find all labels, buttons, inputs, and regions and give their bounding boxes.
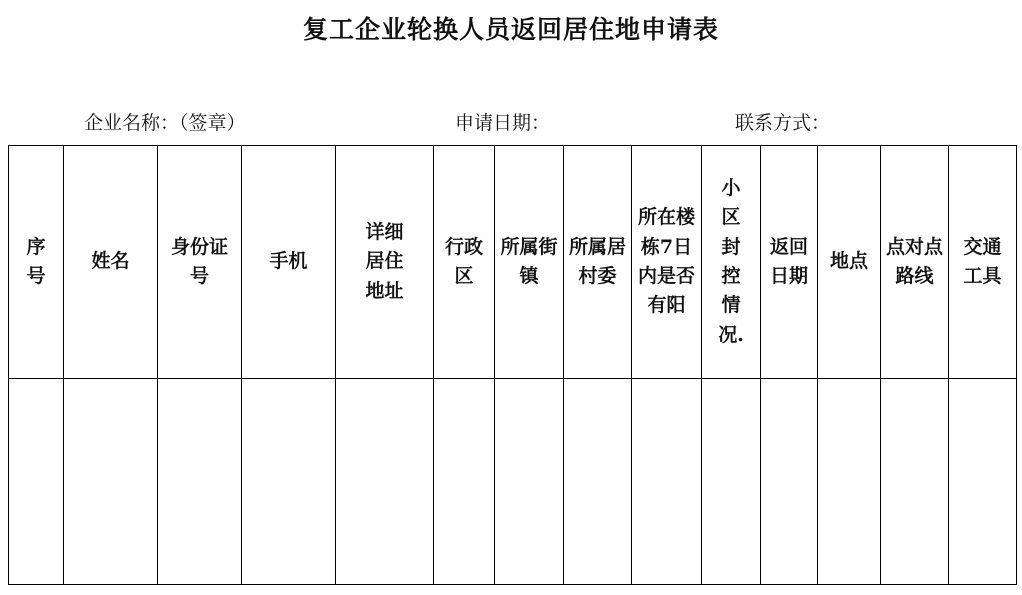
input-cell-lockdown[interactable] <box>702 379 761 585</box>
header-location <box>818 146 881 379</box>
header-community-lockdown <box>702 146 761 379</box>
company-name-label: 企业名称：（签章） <box>84 112 246 134</box>
header-return-date <box>761 146 818 379</box>
header-line: 所属街 <box>500 235 558 258</box>
application-table <box>8 145 1017 585</box>
header-line: 内是否 <box>637 265 695 287</box>
input-cell-building[interactable] <box>632 379 702 585</box>
input-cell-district[interactable] <box>434 379 495 585</box>
header-line: 序 <box>26 235 46 258</box>
form-title: 复工企业轮换人员返回居住地申请表 <box>302 15 719 44</box>
header-line: 有阳 <box>647 294 686 317</box>
input-cell-street[interactable] <box>495 379 564 585</box>
header-mobile <box>242 146 336 379</box>
header-name <box>64 146 158 379</box>
application-date-label: 申请日期： <box>455 112 551 134</box>
header-line: 交通 <box>963 235 1002 258</box>
header-route <box>881 146 949 379</box>
header-line: 手机 <box>269 250 308 273</box>
input-cell-mobile[interactable] <box>242 379 336 585</box>
header-line: 号 <box>26 265 46 287</box>
header-line: 日期 <box>769 265 808 287</box>
header-line: 地址 <box>365 279 404 302</box>
contact-info-label: 联系方式： <box>735 112 831 134</box>
input-cell-address[interactable] <box>336 379 434 585</box>
input-cell-transport[interactable] <box>949 379 1017 585</box>
header-line: 情 <box>721 294 741 317</box>
header-line: 控 <box>721 265 741 287</box>
header-line: 居住 <box>365 250 404 273</box>
header-building-positive <box>632 146 702 379</box>
input-cell-id[interactable] <box>158 379 242 585</box>
header-line: 封 <box>721 235 741 258</box>
input-cell-name[interactable] <box>64 379 158 585</box>
header-line: 镇 <box>519 265 539 287</box>
header-line: 身份证 <box>170 235 228 258</box>
header-line: 所属居 <box>568 235 626 258</box>
header-line: 姓名 <box>91 250 130 273</box>
input-cell-route[interactable] <box>881 379 949 585</box>
input-cell-village[interactable] <box>564 379 632 585</box>
header-address <box>336 146 434 379</box>
header-village-committee <box>564 146 632 379</box>
header-line: 况. <box>718 323 744 346</box>
header-id-number <box>158 146 242 379</box>
header-line: 路线 <box>895 265 934 287</box>
header-line: 工具 <box>963 265 1002 287</box>
header-serial-number <box>9 146 64 379</box>
input-cell-return-date[interactable] <box>761 379 818 585</box>
header-transport <box>949 146 1017 379</box>
header-line: 详细 <box>365 220 404 243</box>
header-line: 地点 <box>829 250 868 273</box>
header-line: 区 <box>454 265 474 287</box>
header-row <box>9 146 1017 379</box>
input-cell-serial[interactable] <box>9 379 64 585</box>
input-cell-location[interactable] <box>818 379 881 585</box>
header-district <box>434 146 495 379</box>
header-line: 返回 <box>769 235 808 258</box>
table-row <box>9 379 1017 585</box>
header-line: 所在楼 <box>637 206 695 229</box>
header-line: 栋7日 <box>640 235 693 258</box>
header-line: 区 <box>721 206 741 229</box>
header-line: 小 <box>721 176 741 199</box>
header-line: 号 <box>189 265 209 287</box>
header-line: 点对点 <box>885 235 943 258</box>
header-line: 行政 <box>444 235 483 258</box>
header-line: 村委 <box>578 265 617 287</box>
header-street <box>495 146 564 379</box>
